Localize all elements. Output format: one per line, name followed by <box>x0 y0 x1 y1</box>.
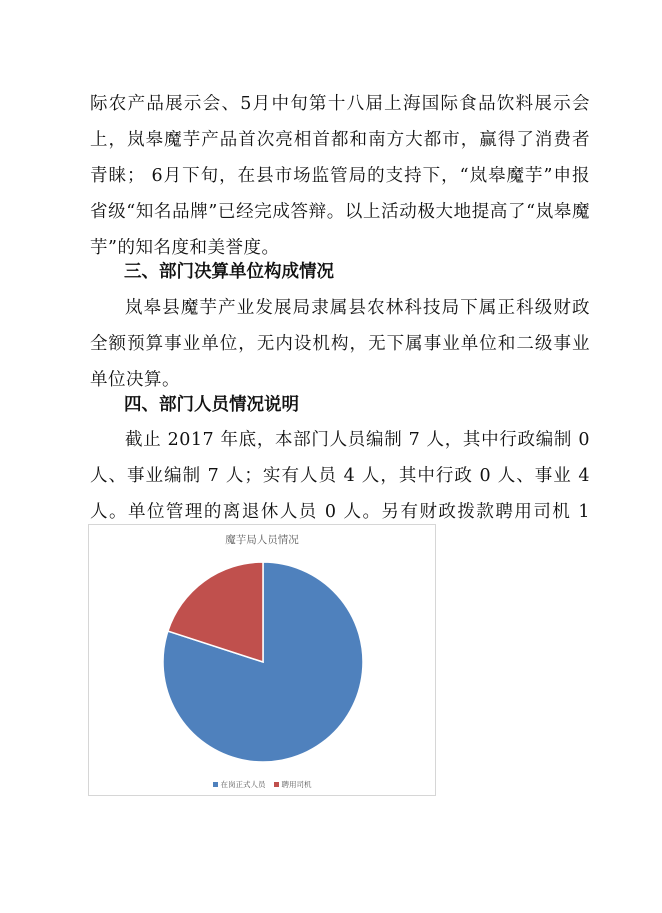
paragraph-personnel: 截止 2017 年底，本部门人员编制 7 人，其中行政编制 0 人、事业编制 7 人；实有人员 4 人，其中行政 0 人、事业 4 人。单位管理的离退休人员 0 人。另有财政拨款聘用司机 1 <box>90 430 590 522</box>
legend-swatch-driver <box>274 782 279 787</box>
section-heading-3: 三、部门决算单位构成情况 <box>124 262 334 282</box>
legend-swatch-staff <box>213 782 218 787</box>
pie-chart-plot <box>89 525 437 797</box>
pie-chart <box>88 524 436 796</box>
paragraph-intro: 际农产品展示会、5月中旬第十八届上海国际食品饮料展示会上，岚皋魔芋产品首次亮相首都和南方大都市，赢得了消费者青睐； 6月下旬，在县市场监管局的支持下，“岚皋魔芋”申报省级“知名品牌”已经完成答辩。以上活动极大地提高了“岚皋魔芋”的知名度和美誉度。 <box>90 94 590 258</box>
legend-label-staff: 在岗正式人员 <box>220 780 266 789</box>
chart-title: 魔芋局人员情况 <box>225 534 299 546</box>
legend-label-driver: 聘用司机 <box>281 780 312 789</box>
legend-item-staff <box>213 779 266 790</box>
section-heading-4: 四、部门人员情况说明 <box>124 395 299 415</box>
legend-item-driver <box>274 779 312 790</box>
chart-legend <box>89 779 435 790</box>
paragraph-unit-composition: 岚皋县魔芋产业发展局隶属县农林科技局下属正科级财政全额预算事业单位，无内设机构，无下属事业单位和二级事业单位决算。 <box>90 298 590 390</box>
